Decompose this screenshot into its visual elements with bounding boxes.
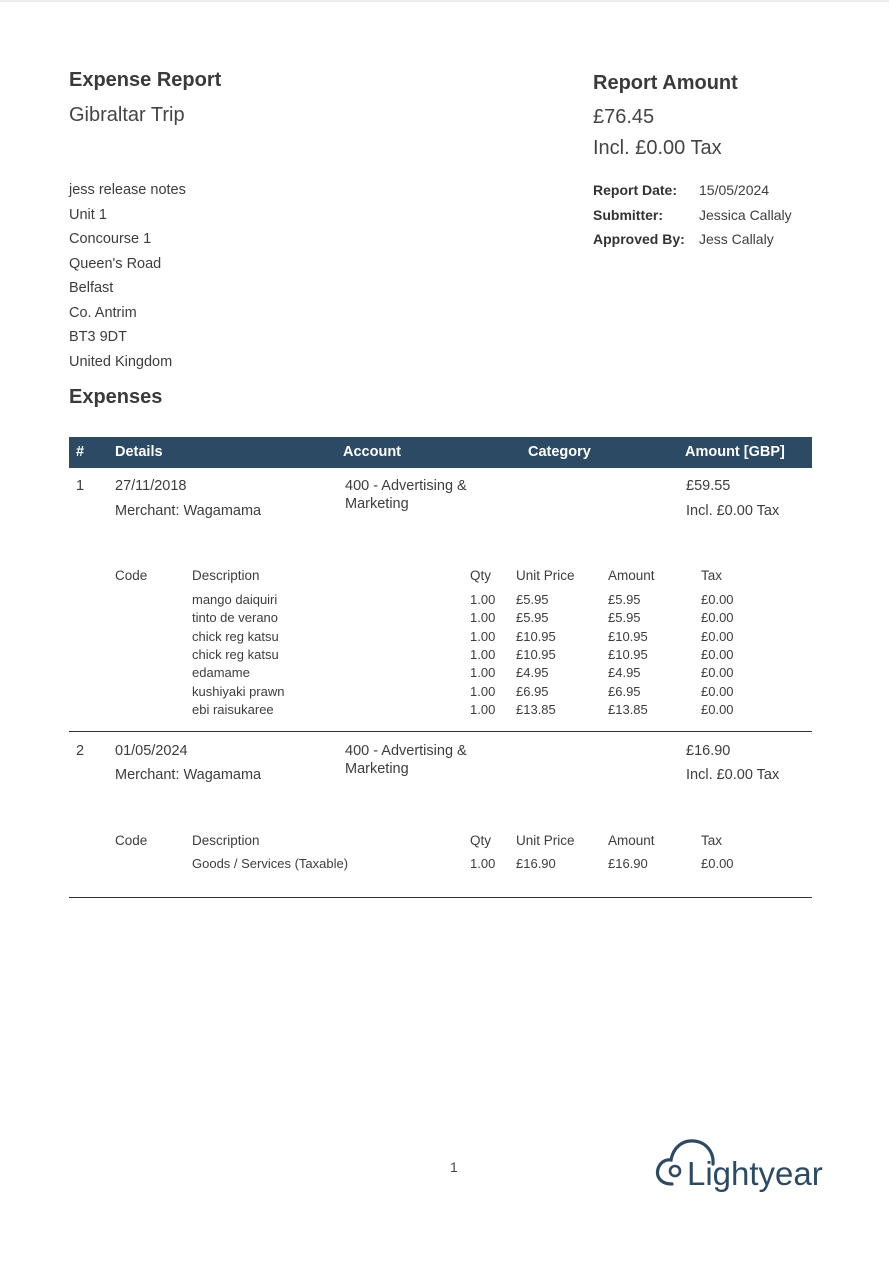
line-description: Goods / Services (Taxable) xyxy=(192,856,349,871)
expense-num: 2 xyxy=(76,743,85,759)
meta-row-report-date xyxy=(593,178,792,203)
expense-divider xyxy=(69,897,812,898)
line-unit-price: £10.95 xyxy=(516,629,556,644)
report-amount-label: Report Amount xyxy=(593,72,738,94)
line-tax: £0.00 xyxy=(701,647,734,662)
line-header-amount: Amount xyxy=(608,833,655,848)
logo-text: Lightyear xyxy=(687,1155,823,1192)
expense-date: 01/05/2024 xyxy=(115,743,188,759)
meta-label: Submitter: xyxy=(593,206,663,223)
line-description: edamame xyxy=(192,665,250,680)
expense-amount: £59.55 xyxy=(686,478,731,494)
line-amount: £16.90 xyxy=(608,856,648,871)
expense-account-cont: Marketing xyxy=(345,496,409,512)
address-line: Belfast xyxy=(69,280,114,296)
line-header-unit-price: Unit Price xyxy=(516,568,575,583)
address-line: United Kingdom xyxy=(69,353,173,370)
cloud-icon xyxy=(654,1136,830,1196)
address-line: Unit 1 xyxy=(69,206,107,223)
address-line: jess release notes xyxy=(69,182,186,198)
line-header-description: Description xyxy=(192,568,260,583)
line-qty: 1.00 xyxy=(470,629,496,644)
line-qty: 1.00 xyxy=(470,684,496,699)
line-unit-price: £10.95 xyxy=(516,647,556,662)
line-qty: 1.00 xyxy=(470,610,496,625)
line-unit-price: £4.95 xyxy=(516,665,549,680)
meta-row-approved-by xyxy=(593,227,792,252)
line-qty: 1.00 xyxy=(470,665,496,680)
report-amount: £76.45 xyxy=(593,106,655,128)
expense-account: 400 - Advertising & xyxy=(345,478,467,494)
line-description: chick reg katsu xyxy=(192,629,279,644)
line-amount: £10.95 xyxy=(608,629,648,644)
lightyear-logo xyxy=(654,1136,830,1196)
line-header-tax: Tax xyxy=(701,833,723,848)
meta-row-submitter xyxy=(593,203,792,228)
meta-value: Jessica Callaly xyxy=(699,206,792,223)
line-header-qty: Qty xyxy=(470,833,492,848)
line-description: mango daiquiri xyxy=(192,592,278,607)
line-amount: £5.95 xyxy=(608,610,641,625)
expense-account-cont: Marketing xyxy=(345,761,409,777)
address-line: BT3 9DT xyxy=(69,329,128,345)
line-description: kushiyaki prawn xyxy=(192,684,285,699)
expense-tax: Incl. £0.00 Tax xyxy=(686,767,780,783)
page-number: 1 xyxy=(450,1159,458,1175)
line-header-description: Description xyxy=(192,833,260,848)
expenses-heading: Expenses xyxy=(69,386,163,408)
report-tax: Incl. £0.00 Tax xyxy=(593,137,722,159)
line-tax: £0.00 xyxy=(701,610,734,625)
line-unit-price: £6.95 xyxy=(516,684,549,699)
report-name: Gibraltar Trip xyxy=(69,104,185,126)
meta-value: Jess Callaly xyxy=(699,231,774,247)
line-tax: £0.00 xyxy=(701,629,734,644)
line-amount: £10.95 xyxy=(608,647,648,662)
report-meta xyxy=(593,178,792,252)
line-amount: £4.95 xyxy=(608,665,641,680)
line-unit-price: £5.95 xyxy=(516,610,549,625)
line-amount: £5.95 xyxy=(608,592,641,607)
expense-amount: £16.90 xyxy=(686,743,731,759)
line-qty: 1.00 xyxy=(470,856,496,871)
meta-label: Report Date: xyxy=(593,182,678,198)
expense-divider xyxy=(69,731,812,732)
page-top-border xyxy=(0,0,889,2)
line-qty: 1.00 xyxy=(470,592,496,607)
line-tax: £0.00 xyxy=(701,702,734,717)
report-label: Expense Report xyxy=(69,69,222,91)
header-details: Details xyxy=(115,444,163,460)
expense-num: 1 xyxy=(76,478,85,494)
line-tax: £0.00 xyxy=(701,856,734,871)
header-num: # xyxy=(76,444,85,460)
address-line: Co. Antrim xyxy=(69,304,137,321)
expense-date: 27/11/2018 xyxy=(115,478,187,494)
expenses-table-header xyxy=(69,437,812,468)
line-header-unit-price: Unit Price xyxy=(516,833,575,848)
meta-value: 15/05/2024 xyxy=(699,182,770,198)
line-tax: £0.00 xyxy=(701,684,734,699)
line-unit-price: £5.95 xyxy=(516,592,549,607)
line-description: chick reg katsu xyxy=(192,647,279,662)
line-tax: £0.00 xyxy=(701,592,734,607)
line-amount: £13.85 xyxy=(608,702,648,717)
line-description: ebi raisukaree xyxy=(192,702,274,717)
line-header-code: Code xyxy=(115,568,148,583)
address-line: Concourse 1 xyxy=(69,231,152,247)
line-header-tax: Tax xyxy=(701,568,723,583)
expense-tax: Incl. £0.00 Tax xyxy=(686,503,780,519)
header-amount: Amount [GBP] xyxy=(685,444,785,460)
line-tax: £0.00 xyxy=(701,665,734,680)
line-unit-price: £13.85 xyxy=(516,702,556,717)
line-qty: 1.00 xyxy=(470,702,496,717)
line-header-code: Code xyxy=(115,833,148,848)
line-header-qty: Qty xyxy=(470,568,492,583)
line-amount: £6.95 xyxy=(608,684,641,699)
line-description: tinto de verano xyxy=(192,610,279,625)
line-header-amount: Amount xyxy=(608,568,655,583)
line-qty: 1.00 xyxy=(470,647,496,662)
expense-merchant: Merchant: Wagamama xyxy=(115,767,262,783)
header-category: Category xyxy=(528,444,591,460)
header-account: Account xyxy=(343,444,401,460)
expense-account: 400 - Advertising & xyxy=(345,743,467,759)
expense-merchant: Merchant: Wagamama xyxy=(115,503,262,519)
line-unit-price: £16.90 xyxy=(516,856,556,871)
company-address xyxy=(69,178,186,374)
address-line: Queen's Road xyxy=(69,255,162,272)
meta-label: Approved By: xyxy=(593,231,685,247)
